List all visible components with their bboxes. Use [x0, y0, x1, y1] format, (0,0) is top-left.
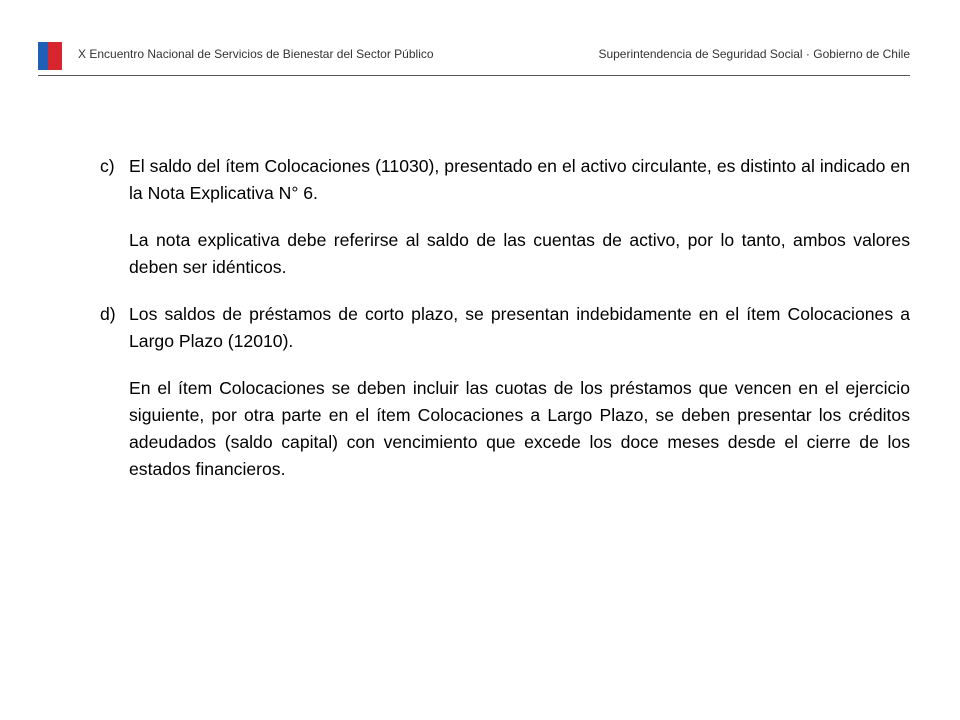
flag-red-band: [48, 42, 62, 70]
institution-name: Superintendencia de Seguridad Social · Gobierno de Chile: [598, 47, 910, 61]
item-d-paragraph: En el ítem Colocaciones se deben incluir las cuotas de los préstamos que vencen en el ejercicio siguiente, por otra parte en el ítem Colocaciones a Largo Plazo, se deben presentar los créditos adeudados (saldo capital) con vencimiento que excede los doce meses desde el cierre de los estados financieros.: [129, 378, 910, 479]
item-marker: c): [100, 156, 115, 176]
chile-flag-logo: [38, 42, 62, 70]
event-title: X Encuentro Nacional de Servicios de Bienestar del Sector Público: [78, 47, 434, 61]
flag-blue-band: [38, 42, 48, 70]
item-text: El saldo del ítem Colocaciones (11030), presentado en el activo circulante, es distinto al indicado en la Nota Explicativa N° 6.: [129, 156, 910, 203]
item-text: Los saldos de préstamos de corto plazo, se presentan indebidamente en el ítem Colocaciones a Largo Plazo (12010).: [129, 304, 910, 351]
list-item-c: [100, 153, 910, 207]
slide-content: [100, 153, 910, 483]
header-divider: [38, 75, 910, 76]
header: [38, 40, 910, 76]
item-marker: d): [100, 304, 116, 324]
item-c-paragraph: La nota explicativa debe referirse al saldo de las cuentas de activo, por lo tanto, ambos valores deben ser idénticos.: [129, 230, 910, 277]
list-item-d: [100, 301, 910, 355]
